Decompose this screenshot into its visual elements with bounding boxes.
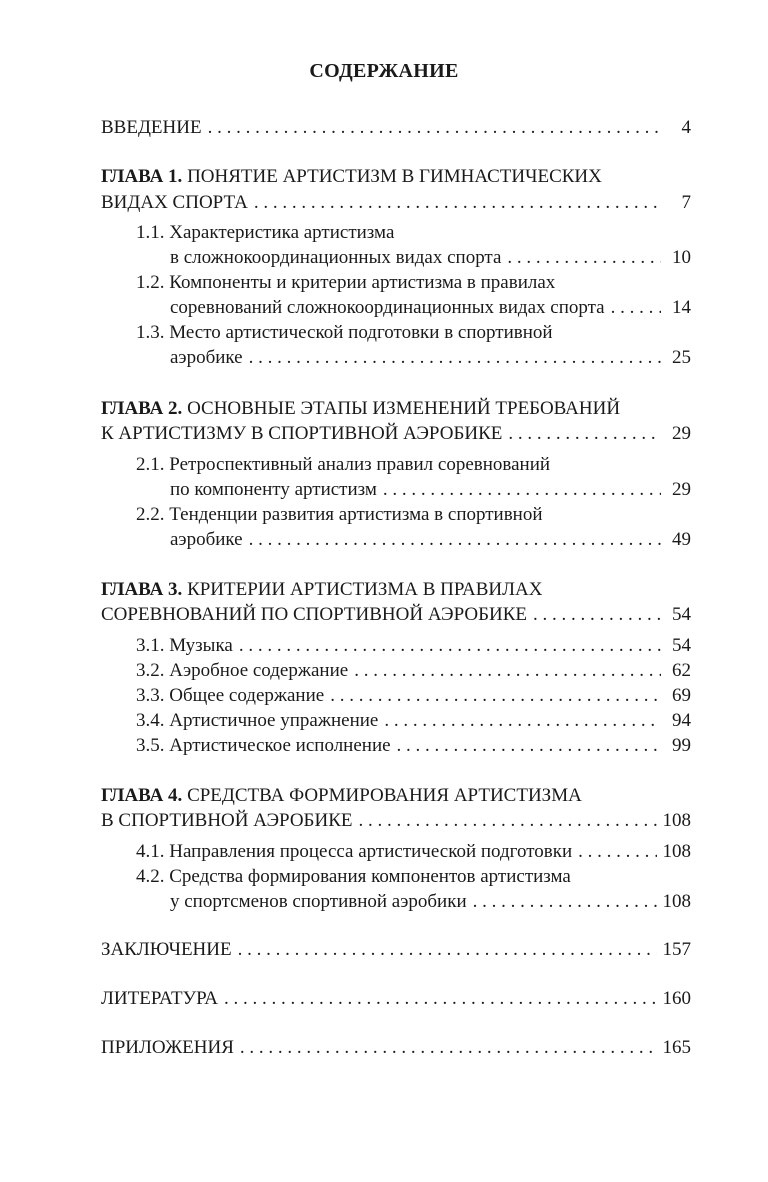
toc-leader	[249, 527, 661, 552]
page-title: СОДЕРЖАНИЕ	[309, 60, 459, 82]
toc-leader	[330, 683, 661, 708]
toc-page: 49	[672, 529, 691, 550]
toc-page: 94	[672, 710, 691, 731]
toc-section-4-1[interactable]	[136, 839, 691, 864]
toc-section-3-4[interactable]	[136, 708, 691, 733]
toc-leader	[383, 477, 661, 502]
toc-label: ВВЕДЕНИЕ	[101, 117, 202, 138]
toc-page: 62	[672, 660, 691, 681]
toc-section-1-1-line2[interactable]	[170, 245, 691, 270]
toc-section-1-3-line1[interactable]: 1.3. Место артистической подготовки в спортивной	[136, 322, 553, 343]
toc-label: ВИДАХ СПОРТА	[101, 192, 248, 213]
toc-section-2-2-line1[interactable]: 2.2. Тенденции развития артистизма в спортивной	[136, 504, 543, 525]
toc-page: 165	[662, 1037, 691, 1058]
toc-leader	[507, 245, 661, 270]
toc-entry-conclusion[interactable]	[101, 937, 691, 962]
toc-leader	[238, 937, 657, 962]
toc-page: 54	[672, 635, 691, 656]
toc-section-4-2-line1[interactable]: 4.2. Средства формирования компонентов артистизма	[136, 866, 571, 887]
toc-section-2-1-line2[interactable]	[170, 477, 691, 502]
chapter-title: КРИТЕРИИ АРТИСТИЗМА В ПРАВИЛАХ	[187, 579, 543, 600]
toc-chapter-4-line1[interactable]	[101, 783, 582, 808]
toc-leader	[397, 733, 661, 758]
toc-chapter-3-line2[interactable]	[101, 602, 691, 627]
toc-label: ЗАКЛЮЧЕНИЕ	[101, 939, 232, 960]
toc-leader	[508, 421, 661, 446]
toc-label: В СПОРТИВНОЙ АЭРОБИКЕ	[101, 810, 353, 831]
toc-label: 3.4. Артистичное упражнение	[136, 710, 379, 731]
toc-section-1-2-line1[interactable]: 1.2. Компоненты и критерии артистизма в правилах	[136, 272, 556, 293]
toc-section-3-3[interactable]	[136, 683, 691, 708]
toc-leader	[384, 708, 661, 733]
toc-chapter-4-line2[interactable]	[101, 808, 691, 833]
toc-page: 108	[662, 891, 691, 912]
toc-page: 108	[662, 841, 691, 862]
toc-leader	[354, 658, 661, 683]
toc-entry-appendix[interactable]	[101, 1035, 691, 1060]
toc-leader	[254, 190, 661, 215]
toc-section-2-1-line1[interactable]: 2.1. Ретроспективный анализ правил соревнований	[136, 454, 551, 475]
toc-leader	[473, 889, 657, 914]
toc-label: ЛИТЕРАТУРА	[101, 988, 218, 1009]
toc-section-2-2-line2[interactable]	[170, 527, 691, 552]
toc-entry-introduction[interactable]	[101, 115, 691, 140]
toc-leader	[611, 295, 661, 320]
toc-leader	[208, 115, 661, 140]
chapter-title: СРЕДСТВА ФОРМИРОВАНИЯ АРТИСТИЗМА	[187, 785, 582, 806]
toc-leader	[533, 602, 661, 627]
toc-page: 7	[681, 192, 691, 213]
toc-label: в сложнокоординационных видах спорта	[170, 247, 502, 268]
toc-section-1-2-line2[interactable]	[170, 295, 691, 320]
toc-label: у спортсменов спортивной аэробики	[170, 891, 467, 912]
toc-page: 54	[672, 604, 691, 625]
chapter-number: ГЛАВА 3.	[101, 579, 183, 600]
toc-section-4-2-line2[interactable]	[170, 889, 691, 914]
toc-chapter-2-line2[interactable]	[101, 421, 691, 446]
toc-section-3-1[interactable]	[136, 633, 691, 658]
toc-leader	[224, 986, 657, 1011]
toc-page: 14	[672, 297, 691, 318]
toc-section-3-5[interactable]	[136, 733, 691, 758]
toc-page: 69	[672, 685, 691, 706]
toc-leader	[578, 839, 656, 864]
chapter-number: ГЛАВА 2.	[101, 398, 183, 419]
toc-page: 29	[672, 423, 691, 444]
toc-leader	[239, 633, 661, 658]
toc-section-1-3-line2[interactable]	[170, 345, 691, 370]
toc-page: 29	[672, 479, 691, 500]
chapter-number: ГЛАВА 4.	[101, 785, 183, 806]
toc-label: аэробике	[170, 347, 243, 368]
toc-page: 25	[672, 347, 691, 368]
toc-chapter-2-line1[interactable]	[101, 396, 620, 421]
toc-leader	[249, 345, 661, 370]
toc-chapter-3-line1[interactable]	[101, 577, 542, 602]
toc-page: 99	[672, 735, 691, 756]
toc-leader	[358, 808, 656, 833]
toc-label: соревнований сложнокоординационных видах спорта	[170, 297, 605, 318]
toc-label: 3.5. Артистическое исполнение	[136, 735, 391, 756]
toc-label: 3.1. Музыка	[136, 635, 233, 656]
toc-label: К АРТИСТИЗМУ В СПОРТИВНОЙ АЭРОБИКЕ	[101, 423, 503, 444]
toc-chapter-1-line1[interactable]	[101, 164, 602, 189]
toc-label: аэробике	[170, 529, 243, 550]
toc-entry-literature[interactable]	[101, 986, 691, 1011]
toc-label: по компоненту артистизм	[170, 479, 377, 500]
toc-page: 108	[662, 810, 691, 831]
toc-label: 3.2. Аэробное содержание	[136, 660, 349, 681]
toc-page: 10	[672, 247, 691, 268]
toc-page: 160	[662, 988, 691, 1009]
toc-label: ПРИЛОЖЕНИЯ	[101, 1037, 234, 1058]
chapter-number: ГЛАВА 1.	[101, 166, 183, 187]
toc-label: 4.1. Направления процесса артистической подготовки	[136, 841, 573, 862]
toc-section-3-2[interactable]	[136, 658, 691, 683]
toc-chapter-1-line2[interactable]	[101, 190, 691, 215]
toc-label: СОРЕВНОВАНИЙ ПО СПОРТИВНОЙ АЭРОБИКЕ	[101, 604, 528, 625]
toc-page: 4	[681, 117, 691, 138]
toc-page: 157	[662, 939, 691, 960]
toc-leader	[240, 1035, 657, 1060]
toc-section-1-1-line1[interactable]: 1.1. Характеристика артистизма	[136, 222, 395, 243]
toc-label: 3.3. Общее содержание	[136, 685, 325, 706]
chapter-title: ПОНЯТИЕ АРТИСТИЗМ В ГИМНАСТИЧЕСКИХ	[187, 166, 602, 187]
chapter-title: ОСНОВНЫЕ ЭТАПЫ ИЗМЕНЕНИЙ ТРЕБОВАНИЙ	[187, 398, 621, 419]
